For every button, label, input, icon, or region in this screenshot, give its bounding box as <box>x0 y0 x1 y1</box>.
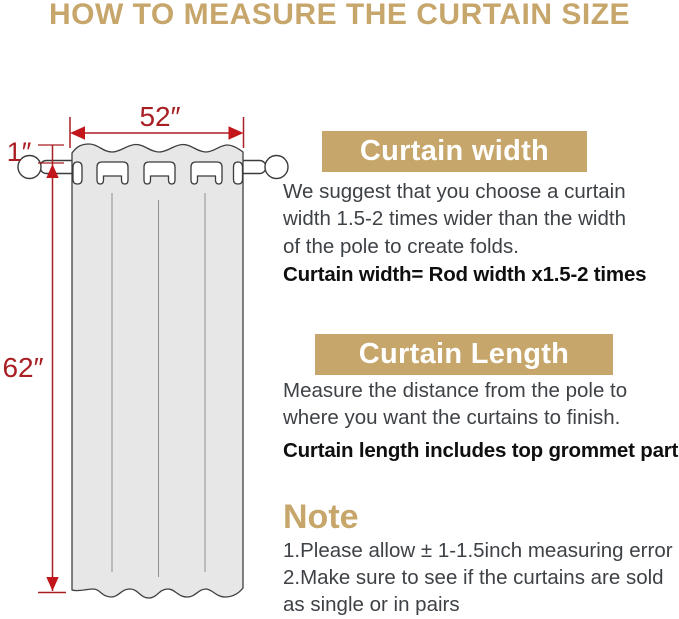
curtain-width-heading-badge <box>322 131 587 172</box>
pole-offset-label: 1″ <box>6 137 32 167</box>
curtain-length-formula: Curtain length includes top grommet part <box>283 439 679 462</box>
note-item: 2.Make sure to see if the curtains are sold <box>283 566 664 589</box>
curtain-width-heading: Curtain width <box>359 135 550 167</box>
text-line: where you want the curtains to finish. <box>283 406 621 430</box>
grommet-opening <box>234 162 243 184</box>
width-dimension <box>70 101 244 148</box>
note-list <box>283 537 673 618</box>
rod-finial-right <box>265 156 288 179</box>
text-line: Measure the distance from the pole to <box>283 379 628 402</box>
text-line: width 1.5-2 times wider than the width <box>283 207 626 231</box>
note-item: 1.Please allow ± 1-1.5inch measuring error <box>283 539 673 562</box>
length-dimension <box>2 145 66 593</box>
arrow-left-icon <box>70 126 85 139</box>
curtain-measurement-diagram <box>0 0 310 619</box>
curtain-width-description <box>283 178 626 260</box>
note-item: as single or in pairs <box>283 593 460 616</box>
curtain-width-formula: Curtain width= Rod width x1.5-2 times <box>283 263 647 286</box>
length-dimension-label: 62″ <box>2 352 44 383</box>
text-line: of the pole to create folds. <box>283 234 519 258</box>
curtain-length-description <box>283 377 627 432</box>
curtain-length-heading-badge <box>315 334 613 375</box>
curtain-length-heading: Curtain Length <box>358 338 570 370</box>
page-title: HOW TO MEASURE THE CURTAIN SIZE <box>48 0 631 31</box>
text-line: We suggest that you choose a curtain <box>283 180 626 203</box>
note-heading: Note <box>283 498 359 536</box>
curtain-panel <box>72 144 243 598</box>
grommet-opening <box>73 162 82 184</box>
width-dimension-label: 52″ <box>139 101 181 132</box>
arrow-right-icon <box>229 126 244 139</box>
arrow-down-icon <box>46 577 58 591</box>
